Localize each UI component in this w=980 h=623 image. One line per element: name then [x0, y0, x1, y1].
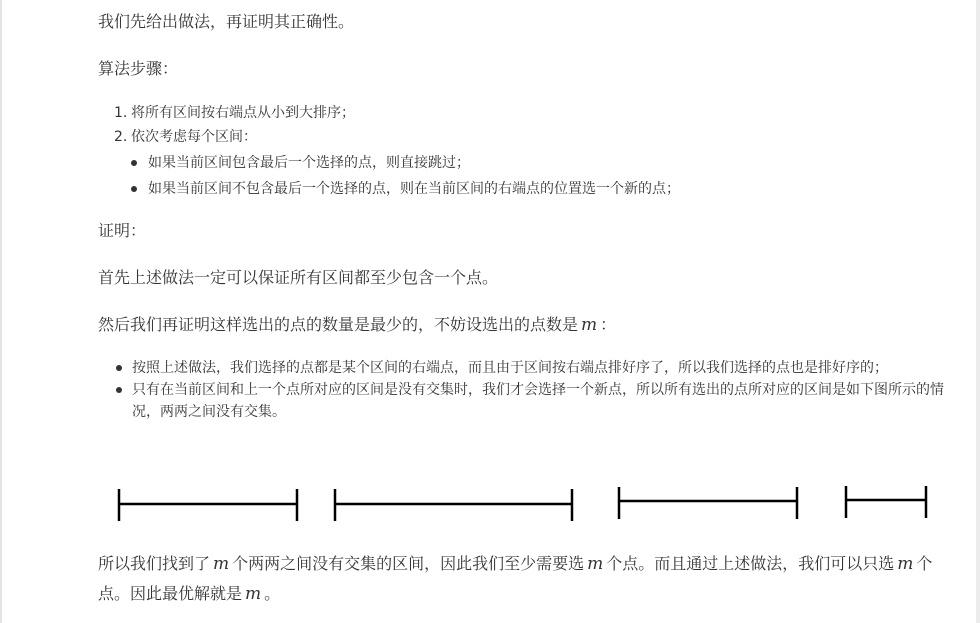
math-variable: m: [897, 554, 914, 574]
math-variable: m: [587, 554, 604, 574]
math-variable: m: [581, 315, 598, 335]
proof-bullet-text: 只有在当前区间和上一个点所对应的区间是没有交集时，我们才会选择一个新点，所以所有选出的点所对应的区间是如下图所示的情况，两两之间没有交集。: [132, 382, 944, 420]
page-scrollbar-track[interactable]: [976, 0, 980, 623]
disjoint-intervals-diagram: [108, 476, 938, 526]
proof-bullets-list: [115, 357, 958, 423]
bullet-dot-icon: [131, 160, 137, 166]
conclusion-paragraph: [98, 549, 953, 609]
conclusion-text: 个点。因此最优解就是: [98, 554, 933, 603]
interval-segment: [846, 486, 926, 518]
interval-segment: [335, 489, 572, 521]
proof-bullet-text: 按照上述做法，我们选择的点都是某个区间的右端点，而且由于区间按右端点排好序了，所以我们选择的点也是排好序的；: [132, 360, 888, 376]
interval-segment: [619, 487, 797, 519]
proof-p2-text: 然后我们再证明这样选出的点的数量是最少的，不妨设选出的点数是: [98, 315, 579, 334]
conclusion-text: 。: [264, 584, 281, 603]
substep-text: 如果当前区间包含最后一个选择的点，则直接跳过；: [148, 155, 470, 171]
step-text: 依次考虑每个区间：: [131, 129, 257, 145]
bullet-dot-icon: [131, 186, 137, 192]
proof-bullet-item: [115, 379, 958, 423]
step-item: [112, 125, 355, 149]
proof-bullet-item: [115, 357, 958, 379]
step-number: 1.: [114, 105, 128, 121]
math-variable: m: [245, 584, 262, 604]
step-item: [112, 101, 355, 125]
bullet-dot-icon: [116, 365, 122, 371]
substep-item: [131, 176, 680, 202]
conclusion-text: 所以我们找到了: [98, 554, 211, 573]
proof-paragraph-1: 首先上述做法一定可以保证所有区间都至少包含一个点。: [98, 268, 499, 287]
interval-segment: [119, 489, 297, 521]
conclusion-text: 个两两之间没有交集的区间，因此我们至少需要选: [232, 554, 585, 573]
bullet-dot-icon: [116, 387, 122, 393]
step-text: 将所有区间按右端点从小到大排序；: [131, 105, 355, 121]
substep-item: [131, 150, 680, 176]
proof-heading: 证明：: [98, 221, 147, 240]
page-left-edge: [0, 0, 2, 623]
algorithm-heading: 算法步骤：: [98, 59, 179, 78]
proof-p2-suffix: ：: [600, 315, 617, 334]
step-number: 2.: [114, 129, 128, 145]
math-variable: m: [213, 554, 230, 574]
intro-paragraph: 我们先给出做法，再证明其正确性。: [98, 12, 355, 31]
algorithm-steps-list: [112, 101, 355, 149]
substep-text: 如果当前区间不包含最后一个选择的点，则在当前区间的右端点的位置选一个新的点；: [148, 181, 680, 197]
proof-paragraph-2: [98, 313, 616, 337]
substeps-list: [131, 150, 680, 202]
conclusion-text: 个点。而且通过上述做法，我们可以只选: [606, 554, 895, 573]
